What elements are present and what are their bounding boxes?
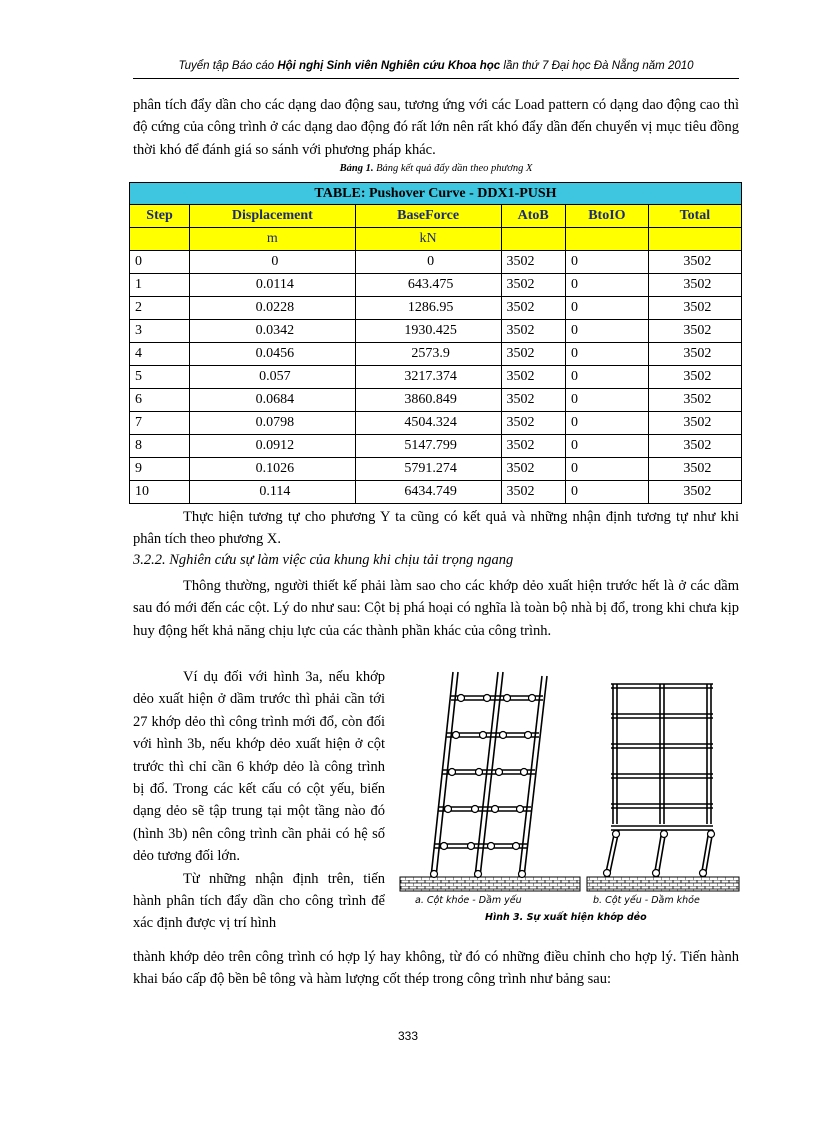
table-row xyxy=(130,343,742,366)
page-number: 333 xyxy=(397,1029,419,1043)
table-cell: 3502 xyxy=(648,481,741,504)
table-header-row xyxy=(130,205,742,228)
table-cell: 3502 xyxy=(501,389,565,412)
table-cell: 3502 xyxy=(501,320,565,343)
table-cell: 3502 xyxy=(501,297,565,320)
table-cell: 3502 xyxy=(501,412,565,435)
table-cell: 0 xyxy=(355,251,501,274)
table-row xyxy=(130,251,742,274)
figure-caption: Hình 3. Sự xuất hiện khớp dẻo xyxy=(485,912,647,923)
table-row xyxy=(130,412,742,435)
table-cell: 0 xyxy=(565,320,648,343)
table-cell: 3 xyxy=(130,320,190,343)
table-cell: 7 xyxy=(130,412,190,435)
table-cell: 0.1026 xyxy=(190,458,356,481)
final-paragraph: thành khớp dẻo trên công trình có hợp lý hay không, từ đó có những điều chỉnh cho hợp lý. Tiến hành khai báo cấp độ bền bê tông và hàm lượng cốt thép trong công trình như bảng sau: xyxy=(133,949,739,988)
table-cell: 0.0114 xyxy=(190,274,356,297)
table-cell: 0 xyxy=(190,251,356,274)
table-cell: 0 xyxy=(565,458,648,481)
table-cell: 0 xyxy=(565,412,648,435)
frame-diagrams-svg xyxy=(397,664,741,930)
table-cell: 0.0456 xyxy=(190,343,356,366)
table-cell: 3502 xyxy=(501,274,565,297)
table-cell: 1286.95 xyxy=(355,297,501,320)
table-cell: 0.0912 xyxy=(190,435,356,458)
table-title: TABLE: Pushover Curve - DDX1-PUSH xyxy=(130,183,742,205)
table-cell: 6 xyxy=(130,389,190,412)
table-cell: 3860.849 xyxy=(355,389,501,412)
section-paragraph: Thông thường, người thiết kế phải làm sao cho các khớp dẻo xuất hiện trước hết là ở các dầm sau đó mới đến các cột. Lý do như sau: Cột bị phá hoại có nghĩa là toàn bộ nhà bị đổ, trong khi chưa kịp huy động hết khả năng chịu lực của các thành phần khác của công trình. xyxy=(133,578,739,639)
table-cell: 0 xyxy=(565,366,648,389)
intro-paragraph: phân tích đẩy dần cho các dạng dao động sau, tương ứng với các Load pattern có dạng dao động cao thì độ cứng của công trình ở các dạng dao động đó rất lớn nên rất khó đẩy dần đến chuyển vị mục tiêu đồng thời khó để đánh giá so sánh với phương pháp khác. xyxy=(133,97,739,158)
table-row xyxy=(130,297,742,320)
column-header: BtoIO xyxy=(565,205,648,228)
table-cell: 10 xyxy=(130,481,190,504)
table-cell: 3217.374 xyxy=(355,366,501,389)
table-row xyxy=(130,320,742,343)
unit-cell: kN xyxy=(355,228,501,251)
table-cell: 0 xyxy=(565,274,648,297)
table-row xyxy=(130,366,742,389)
table-row xyxy=(130,389,742,412)
ground-b xyxy=(587,877,739,891)
frame-a xyxy=(400,672,580,891)
left-paragraph-1: Ví dụ đối với hình 3a, nếu khớp dẻo xuất hiện ở dầm trước thì phải cần tới 27 khớp dẻo thì công trình mới đổ, còn đối với hình 3b, nếu khớp dẻo xuất hiện ở cột trước thì chỉ cần 6 khớp dẻo là công trình bị đổ. Trong các kết cấu có cột yếu, biến dạng dẻo sẽ tập trung tại một tầng nào đó (hình 3b) nên công trình cần phải có hệ số dẻo tương đối lớn. xyxy=(133,669,385,865)
left-paragraph-2: Từ những nhận định trên, tiến hành phân tích đẩy dần cho công trình để xác định được vị trí hình xyxy=(133,870,385,932)
table-cell: 3502 xyxy=(501,458,565,481)
table-cell: 3502 xyxy=(648,343,741,366)
table-cell: 3502 xyxy=(501,481,565,504)
unit-cell xyxy=(565,228,648,251)
header-rule xyxy=(133,78,739,79)
table-cell: 0.0342 xyxy=(190,320,356,343)
column-header: BaseForce xyxy=(355,205,501,228)
column-header: AtoB xyxy=(501,205,565,228)
table-row xyxy=(130,274,742,297)
table-cell: 4504.324 xyxy=(355,412,501,435)
table-caption: Bảng 1. Bảng kết quả đẩy dần theo phương X xyxy=(339,163,533,174)
table-cell: 3502 xyxy=(501,251,565,274)
table-cell: 3502 xyxy=(648,458,741,481)
table-cell: 1930.425 xyxy=(355,320,501,343)
table-cell: 0.114 xyxy=(190,481,356,504)
table-cell: 8 xyxy=(130,435,190,458)
table-cell: 0 xyxy=(565,343,648,366)
table-cell: 3502 xyxy=(648,274,741,297)
column-header: Step xyxy=(130,205,190,228)
table-cell: 3502 xyxy=(648,435,741,458)
table-cell: 5 xyxy=(130,366,190,389)
figure-label-a: a. Cột khỏe - Dầm yếu xyxy=(415,895,522,906)
table-cell: 3502 xyxy=(648,297,741,320)
frame-b xyxy=(587,684,739,891)
unit-cell xyxy=(648,228,741,251)
table-cell: 3502 xyxy=(501,366,565,389)
table-units-row xyxy=(130,228,742,251)
table-cell: 3502 xyxy=(648,251,741,274)
table-cell: 0 xyxy=(130,251,190,274)
table-row xyxy=(130,458,742,481)
table-cell: 0.0798 xyxy=(190,412,356,435)
table-cell: 0 xyxy=(565,251,648,274)
figure-plastic-hinges xyxy=(397,664,741,930)
table-cell: 3502 xyxy=(648,366,741,389)
table-cell: 4 xyxy=(130,343,190,366)
table-cell: 643.475 xyxy=(355,274,501,297)
table-title-row xyxy=(130,183,742,205)
table-cell: 0.057 xyxy=(190,366,356,389)
table-cell: 3502 xyxy=(648,389,741,412)
table-cell: 0 xyxy=(565,435,648,458)
unit-cell: m xyxy=(190,228,356,251)
section-heading: 3.2.2. Nghiên cứu sự làm việc của khung khi chịu tải trọng ngang xyxy=(133,552,514,568)
table-cell: 3502 xyxy=(501,343,565,366)
left-column-text xyxy=(133,666,385,935)
table-row xyxy=(130,481,742,504)
table-cell: 3502 xyxy=(648,320,741,343)
table-cell: 3502 xyxy=(648,412,741,435)
table-cell: 0 xyxy=(565,481,648,504)
table-cell: 3502 xyxy=(501,435,565,458)
unit-cell xyxy=(501,228,565,251)
table-cell: 2573.9 xyxy=(355,343,501,366)
column-header: Total xyxy=(648,205,741,228)
table-cell: 0.0228 xyxy=(190,297,356,320)
ground-a xyxy=(400,877,580,891)
table-row xyxy=(130,435,742,458)
table-cell: 2 xyxy=(130,297,190,320)
figure-label-b: b. Cột yếu - Dầm khỏe xyxy=(593,895,700,906)
table-cell: 0 xyxy=(565,297,648,320)
after-table-paragraph: Thực hiện tương tự cho phương Y ta cũng có kết quả và những nhận định tương tự như khi phân tích theo phương X. xyxy=(133,509,739,548)
running-header: Tuyển tập Báo cáo Hội nghị Sinh viên Nghiên cứu Khoa học lần thứ 7 Đại học Đà Nẵng năm 2010 xyxy=(178,60,694,72)
pushover-table xyxy=(129,182,742,504)
table-cell: 5147.799 xyxy=(355,435,501,458)
running-header-bold: Hội nghị Sinh viên Nghiên cứu Khoa học xyxy=(277,60,501,72)
table-cell: 0 xyxy=(565,389,648,412)
table-cell: 9 xyxy=(130,458,190,481)
table-cell: 6434.749 xyxy=(355,481,501,504)
table-cell: 5791.274 xyxy=(355,458,501,481)
column-header: Displacement xyxy=(190,205,356,228)
table-cell: 0.0684 xyxy=(190,389,356,412)
table-cell: 1 xyxy=(130,274,190,297)
unit-cell xyxy=(130,228,190,251)
